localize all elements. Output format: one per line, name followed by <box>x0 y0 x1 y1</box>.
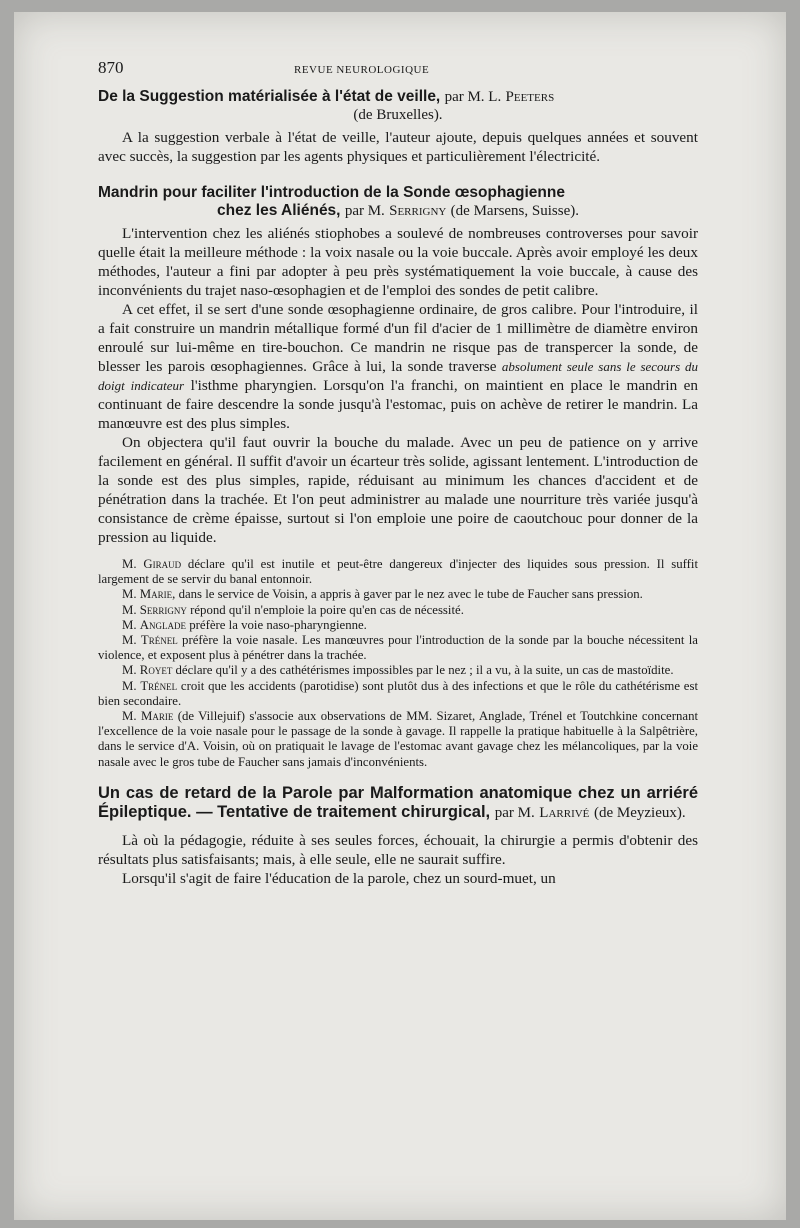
article-3-by: par M. <box>494 804 535 821</box>
article-2-paragraph-1: L'intervention chez les aliénés stiophobes a soulevé de nombreuses controverses pour savoir quelle était la meilleure méthode : la voix nasale ou la voie buccale. Après avoir employé les deux méthodes, l'auteur a fini par adopter à peu près systématiquement la voie buccale, à cause des inconvénients du trajet naso-œsophagien et de l'emploi des sondes de petit calibre. <box>98 225 698 299</box>
discussion-text: préfère la voie nasale. Les manœuvres pour l'introduction de la sonde par la bouche nécessitent la violence, et exposent plus à pénétrer dans la trachée. <box>98 633 698 663</box>
discussion-item <box>98 587 698 602</box>
article-3-title <box>98 784 698 823</box>
article-2-affiliation: (de Marsens, Suisse). <box>450 203 579 219</box>
discussion-item <box>98 679 698 709</box>
discussion-prefix: M. <box>122 678 137 693</box>
discussion-prefix: M. <box>122 602 137 617</box>
article-2-title-line2-wrap <box>98 202 698 220</box>
running-title: REVUE NEUROLOGIQUE <box>294 64 430 76</box>
discussion-text: déclare qu'il y a des cathétérismes impossibles par le nez ; il a vu, à la suite, un cas de mastoïdite. <box>175 663 674 678</box>
discussion-text: (de Villejuif) s'associe aux observations de MM. Sizaret, Anglade, Trénel et Toutchkine concernant l'excellence de la voie nasale pour le passage de la sonde à gavage. Il rappelle la pratique habituelle à la Salpêtrière, dans le service d'A. Voisin, où on pratiquait le lavage de l'estomac avant gavage chez les mélancoliques, par la voie nasale avec le gros tube de Faucher sans jamais d'inconvénients. <box>98 709 699 769</box>
discussion-block <box>98 557 698 770</box>
discussion-text: , dans le service de Voisin, a appris à gaver par le nez avec le tube de Faucher sans pression. <box>172 587 643 602</box>
discussion-item <box>98 633 698 663</box>
discussion-text: croit que les accidents (parotidise) sont plutôt dus à des infections et que le rôle du cathétérisme est bien secondaire. <box>98 678 698 708</box>
article-2-p2-emphasis: absolument seule sans le secours du doigt indicateur <box>98 359 698 393</box>
discussion-speaker: Trénel <box>140 633 178 648</box>
discussion-prefix: M. <box>122 617 137 632</box>
discussion-prefix: M. <box>122 709 137 724</box>
article-3-paragraph-2: Lorsqu'il s'agit de faire l'éducation de la parole, chez un sourd-muet, un <box>122 869 556 887</box>
article-2-by: par M. <box>344 203 385 219</box>
article-2-p2-part-a: A cet effet, il se sert d'une sonde œsophagienne ordinaire, de gros calibre. Pour l'introduire, il a fait construire un mandrin métallique formé d'un fil d'acier de 1 millimètre de diamètre environ enroulé sur lui-même en tire-bouchon. Ce mandrin ne risque pas de transpercer la sonde, de blesser les parois œsophagiennes. Grâce à lui, la sonde traverse <box>98 301 698 375</box>
article-3-paragraph-1: Là où la pédagogie, réduite à ses seules forces, échouait, la chirurgie a permis d'obtenir des résultats plus satisfaisants; mais, à elle seule, elle ne saurait suffire. <box>98 831 698 868</box>
article-2-title <box>98 184 698 220</box>
discussion-speaker: Giraud <box>143 557 182 571</box>
page-number: 870 <box>98 58 124 77</box>
discussion-speaker: Royet <box>139 663 173 678</box>
discussion-speaker: Serrigny <box>139 602 187 617</box>
running-header <box>98 58 698 78</box>
article-2-paragraph-2 <box>98 300 698 433</box>
article-1-title <box>98 88 698 124</box>
article-1-author: Peeters <box>505 89 555 105</box>
discussion-text: déclare qu'il est inutile et peut-être dangereux d'injecter des liquides sous pression. Il suffit largement de se servir du banal entonnoir. <box>98 557 699 587</box>
article-1-title-text: De la Suggestion matérialisée à l'état de veille, <box>98 88 441 105</box>
discussion-item <box>98 618 698 633</box>
discussion-item <box>98 663 698 678</box>
discussion-prefix: M. <box>122 663 137 678</box>
discussion-item <box>98 709 698 770</box>
discussion-speaker: Marie <box>140 709 174 724</box>
discussion-speaker: Trénel <box>140 678 178 693</box>
article-1-paragraph: A la suggestion verbale à l'état de veille, l'auteur ajoute, depuis quelques années et souvent avec succès, la suggestion par les agents physiques et particulièrement l'électricité. <box>98 129 698 165</box>
discussion-text: préfère la voie naso-pharyngienne. <box>189 617 367 632</box>
page-content <box>98 58 698 888</box>
article-3-title-text: Un cas de retard de la Parole par Malformation anatomique chez un arriéré Épileptique. — Tentative de traitement chirurgical, <box>98 783 698 821</box>
discussion-prefix: M. <box>122 557 137 571</box>
discussion-item <box>98 603 698 618</box>
discussion-speaker: Anglade <box>139 617 187 632</box>
article-2-p2-part-b: l'isthme pharyngien. Lorsqu'on l'a franchi, on maintient en place le mandrin en continuant de faire descendre la sonde jusqu'à l'estomac, puis on achève de retirer le mandrin. La manœuvre est des plus simples. <box>98 377 699 432</box>
article-3-affiliation: (de Meyzieux). <box>594 804 686 821</box>
discussion-prefix: M. <box>122 587 137 602</box>
article-2-author: Serrigny <box>389 203 447 219</box>
article-2-title-line1: Mandrin pour faciliter l'introduction de la Sonde œsophagienne <box>98 184 565 201</box>
article-2-paragraph-3: On objectera qu'il faut ouvrir la bouche du malade. Avec un peu de patience on y arrive facilement en général. Il suffit d'avoir un écarteur très solide, agissant lentement. L'introduction de la sonde est des plus simples, rapide, réduisant au minimum les chances d'accident et de pénétration dans la trachée. Et l'on peut administrer au malade une nourriture très variée jusqu'à consistance de crème épaisse, surtout si l'on emploie une poire de caoutchouc pour donner de la pression au liquide. <box>98 434 698 546</box>
discussion-speaker: Marie <box>139 587 173 602</box>
article-1-by: par M. L. <box>444 89 502 105</box>
article-3-author: Larrivé <box>539 804 590 821</box>
article-2-title-line2: chez les Aliénés, <box>217 202 341 219</box>
article-1-affiliation: (de Bruxelles). <box>353 107 443 123</box>
discussion-text: répond qu'il n'emploie la poire qu'en cas de nécessité. <box>190 602 464 617</box>
discussion-item <box>98 557 698 587</box>
discussion-prefix: M. <box>122 633 137 648</box>
